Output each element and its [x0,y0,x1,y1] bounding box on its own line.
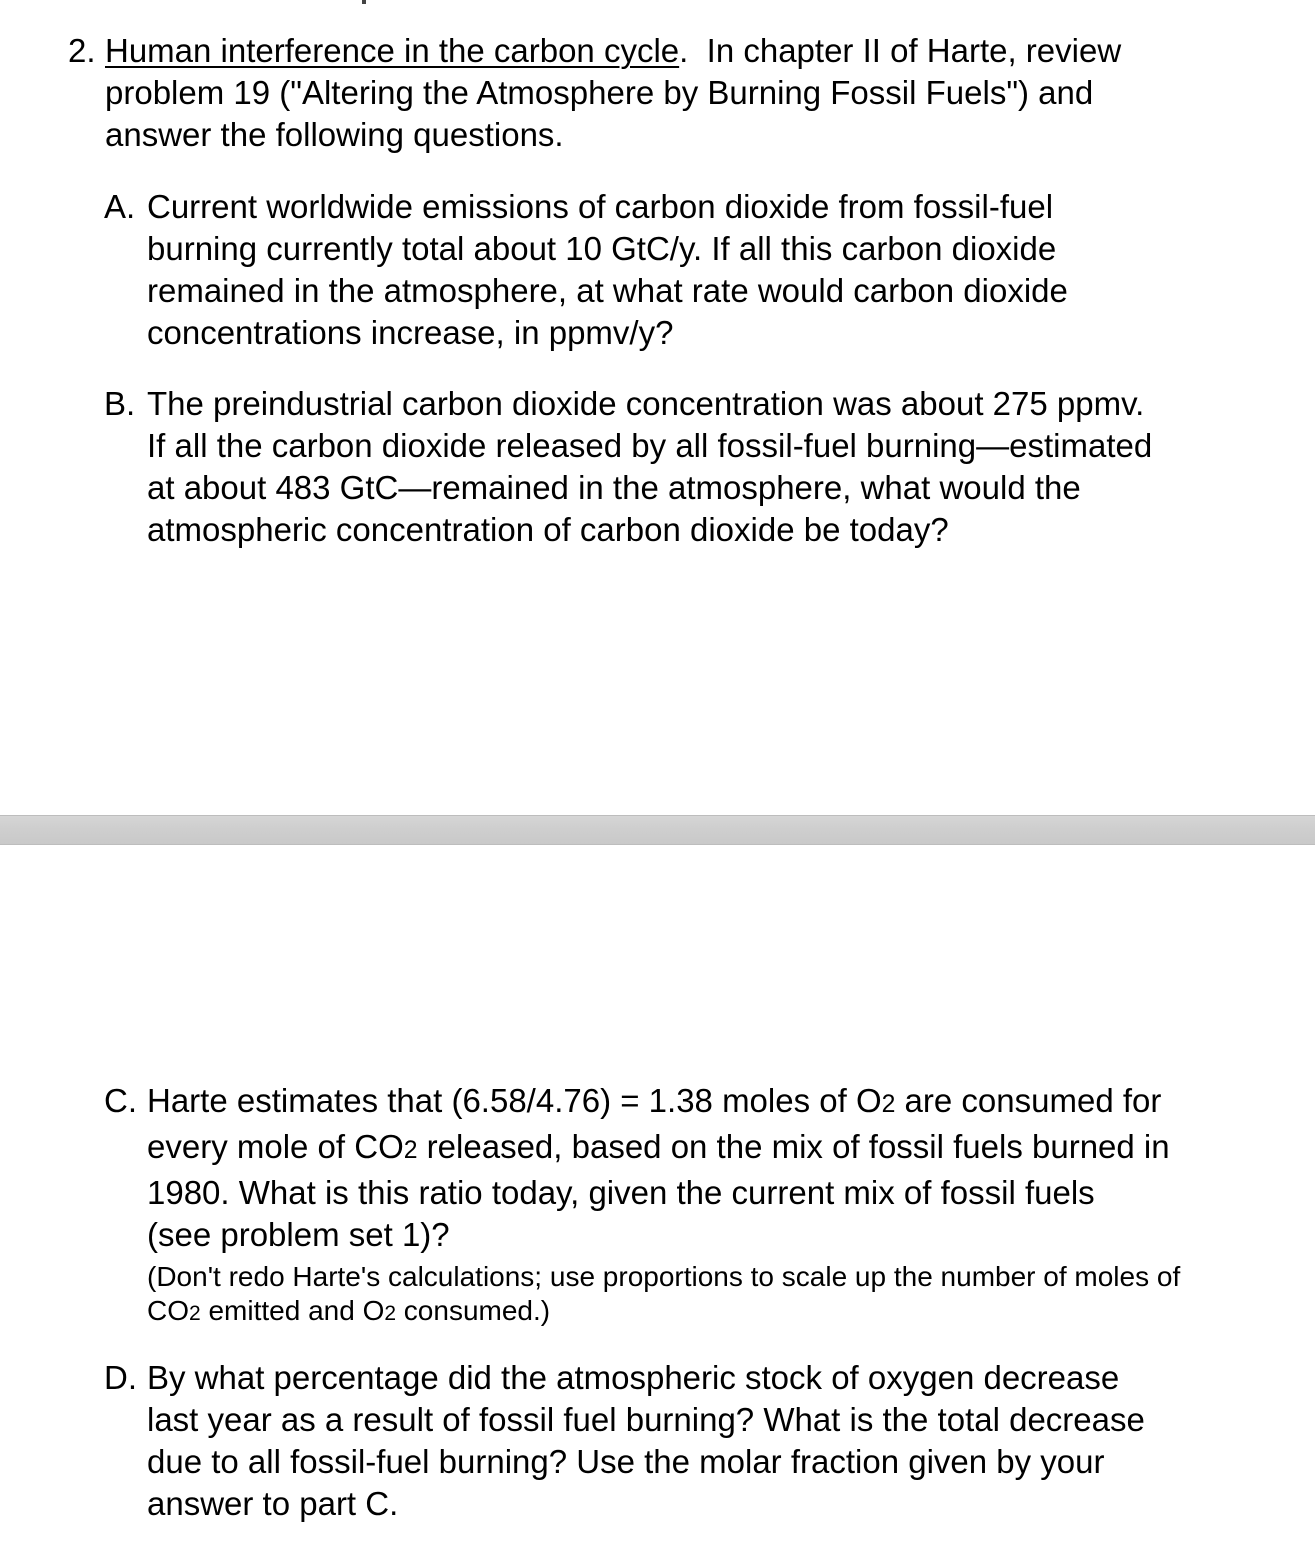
question-line-1: Human interference in the carbon cycle. In chapter II of Harte, review [105,32,1122,69]
part-c-note: (Don't redo Harte's calculations; use proportions to scale up the number of moles of CO2 emitted and O2 consumed.) [147,1261,1181,1326]
part-a: A. Current worldwide emissions of carbon dioxide from fossil-fuel burning currently total about 10 GtC/y. If all this carbon dioxide remained in the atmosphere, at what rate would carbon dioxide concentrations increase, in ppmv/y? [104,188,1068,351]
question-2 [68,30,1285,156]
stray-mark [362,0,366,4]
page-bottom [0,845,1315,1549]
question-line-3: answer the following questions. [105,116,564,153]
question-number: 2. [68,32,96,69]
part-c: C. Harte estimates that (6.58/4.76) = 1.38 moles of O2 are consumed for every mole of CO2 released, based on the mix of fossil fuels burned in 1980. What is this ratio today, given the current mix of fossil fuels (see problem set 1)? [104,1082,1170,1253]
part-c-letter: C. [104,1082,137,1119]
question-line-2: problem 19 ("Altering the Atmosphere by Burning Fossil Fuels") and [105,74,1094,111]
part-b: B. The preindustrial carbon dioxide concentration was about 275 ppmv. If all the carbon dioxide released by all fossil-fuel burning—estimated at about 483 GtC—remained in the atmosphere, what would the atmospheric concentration of carbon dioxide be today? [104,385,1153,548]
part-a-letter: A. [104,188,136,225]
part-d: D. By what percentage did the atmospheric stock of oxygen decrease last year as a result of fossil fuel burning? What is the total decrease due to all fossil-fuel burning? Use the molar fraction given by your answer to part C. [104,1359,1145,1522]
part-b-letter: B. [104,385,136,422]
page-divider [0,815,1315,845]
part-d-letter: D. [104,1359,137,1396]
question-title: Human interference in the carbon cycle [105,32,680,69]
